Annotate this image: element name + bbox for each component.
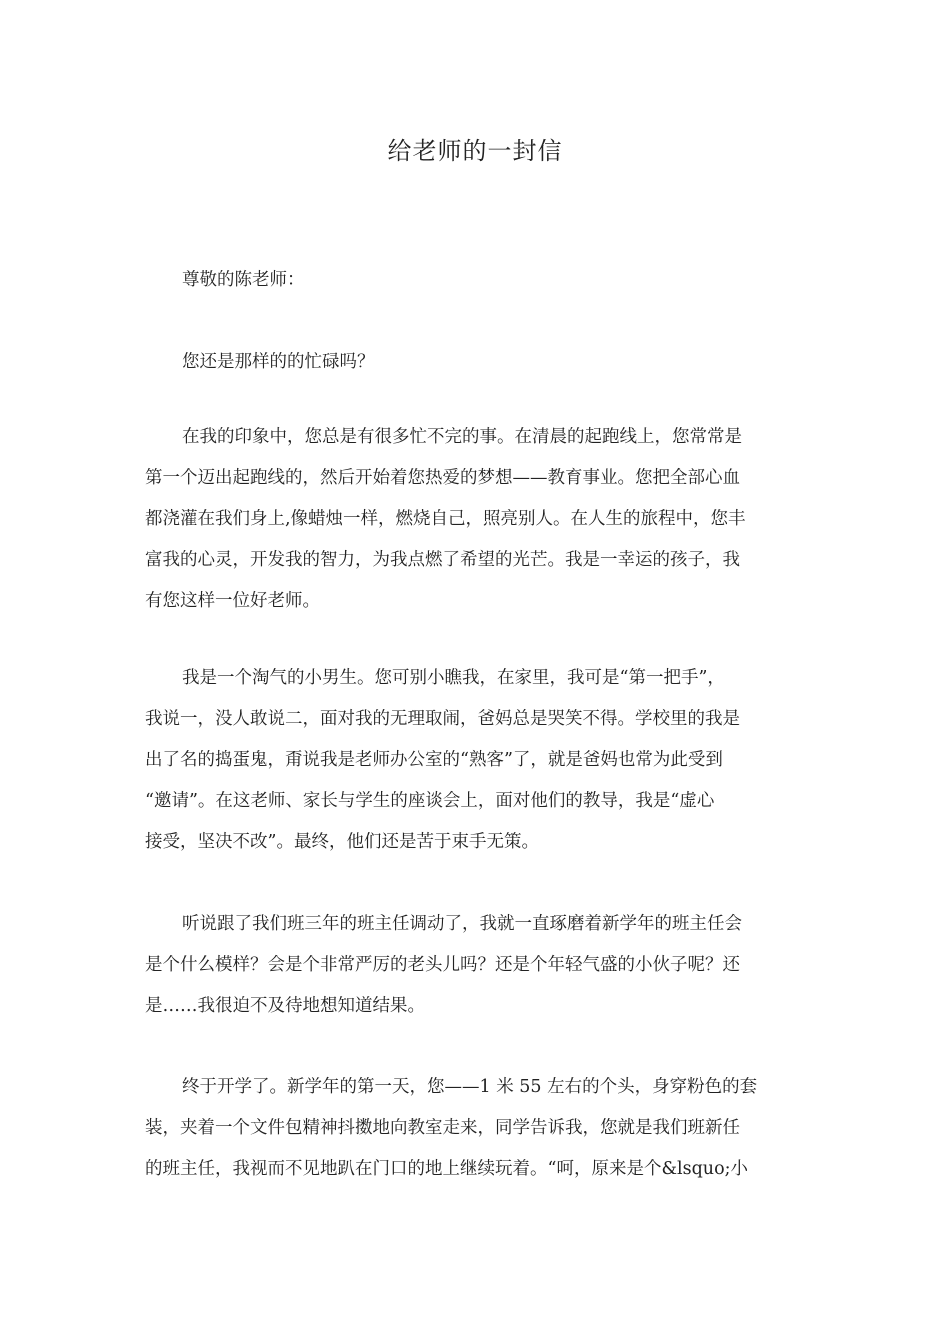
paragraph-line: 出了名的捣蛋鬼，甭说我是老师办公室的“熟客”了，就是爸妈也常为此受到 (145, 750, 723, 770)
paragraph-line: 富我的心灵，开发我的智力，为我点燃了希望的光芒。我是一幸运的孩子，我 (145, 550, 740, 570)
paragraph-line: 我是一个淘气的小男生。您可别小瞧我，在家里，我可是“第一把手”， (182, 668, 725, 688)
paragraph-line: 第一个迈出起跑线的，然后开始着您热爱的梦想——教育事业。您把全部心血 (145, 468, 740, 488)
paragraph-4 (145, 904, 799, 1027)
paragraph-line: 我说一，没人敢说二，面对我的无理取闹，爸妈总是哭笑不得。学校里的我是 (145, 709, 740, 729)
paragraph-5 (145, 1067, 799, 1190)
paragraph-line: 终于开学了。新学年的第一天，您——1 米 55 左右的个头，身穿粉色的套 (182, 1077, 758, 1097)
paragraph-2 (145, 417, 799, 622)
paragraph-line: 装，夹着一个文件包精神抖擞地向教室走来，同学告诉我，您就是我们班新任 (145, 1118, 740, 1138)
paragraph-line: 有您这样一位好老师。 (145, 591, 320, 611)
greeting-line: 尊敬的陈老师： (182, 270, 305, 290)
paragraph-line: 您还是那样的的忙碌吗？ (182, 352, 375, 372)
paragraph-line: 的班主任，我视而不见地趴在门口的地上继续玩着。“呵，原来是个&lsquo;小 (145, 1159, 749, 1179)
paragraph-line: 是……我很迫不及待地想知道结果。 (145, 996, 425, 1016)
paragraph-line: 在我的印象中，您总是有很多忙不完的事。在清晨的起跑线上，您常常是 (182, 427, 742, 447)
paragraph-1 (145, 342, 799, 383)
paragraph-3 (145, 658, 799, 863)
paragraph-line: 都浇灌在我们身上,像蜡烛一样，燃烧自己，照亮别人。在人生的旅程中，您丰 (145, 509, 746, 529)
paragraph-line: 接受，坚决不改”。最终，他们还是苦于束手无策。 (145, 832, 539, 852)
paragraph-line: 是个什么模样？会是个非常严厉的老头儿吗？还是个年轻气盛的小伙子呢？还 (145, 955, 740, 975)
document-title: 给老师的一封信 (387, 137, 563, 165)
paragraph-line: “邀请”。在这老师、家长与学生的座谈会上，面对他们的教导，我是“虚心 (145, 791, 715, 811)
paragraph-line: 听说跟了我们班三年的班主任调动了，我就一直琢磨着新学年的班主任会 (182, 914, 742, 934)
